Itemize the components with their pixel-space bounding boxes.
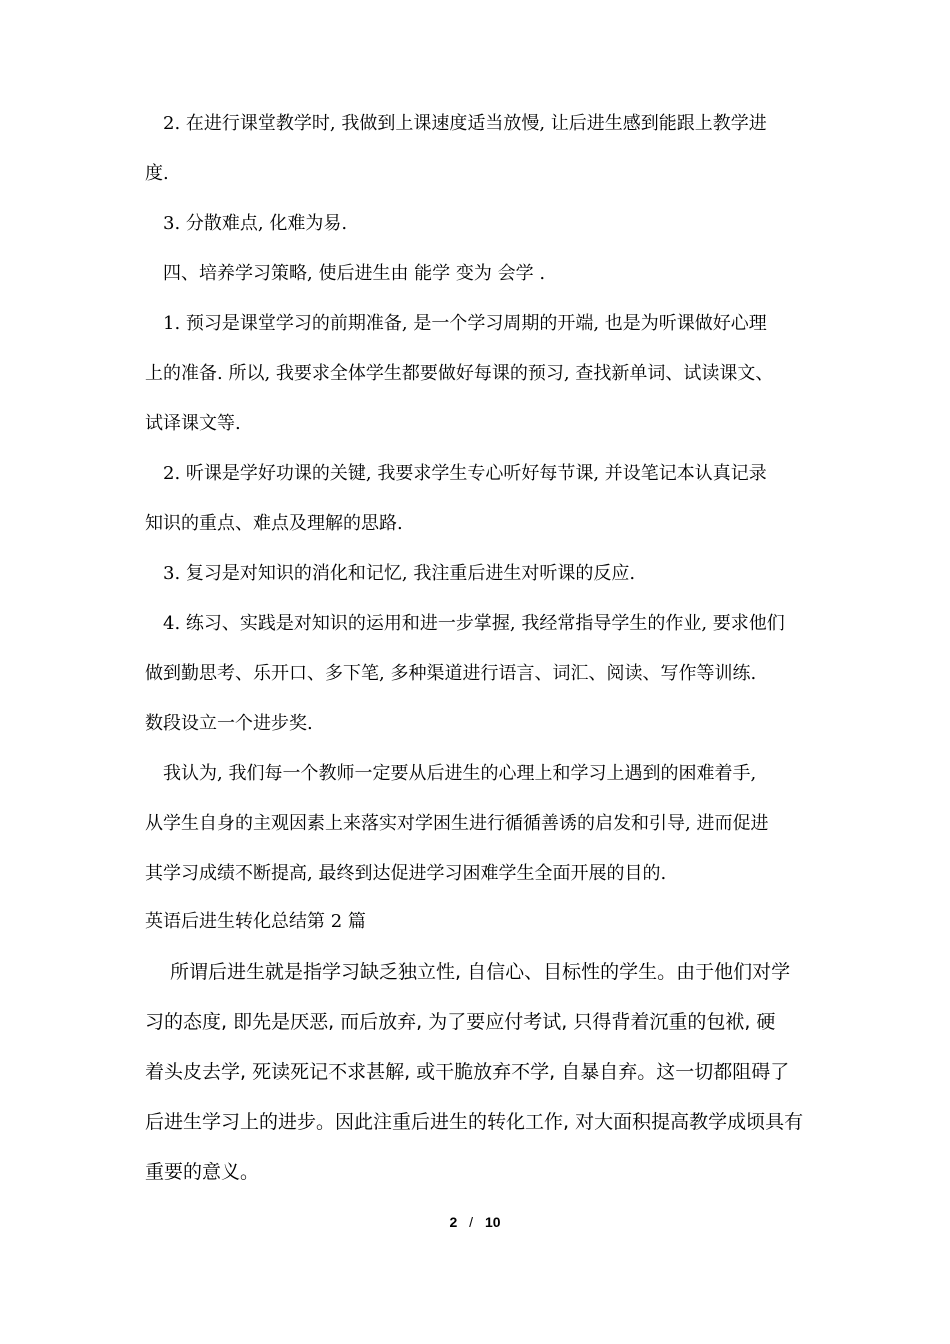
page-number xyxy=(0,1213,950,1231)
paragraph-line: 知识的重点、难点及理解的思路. xyxy=(145,513,403,534)
paragraph-line: 习的态度, 即先是厌恶, 而后放弃, 为了要应付考试, 只得背着沉重的包袱, 硬 xyxy=(145,1011,776,1033)
paragraph-line: 其学习成绩不断提高, 最终到达促进学习困难学生全面开展的目的. xyxy=(145,863,667,884)
paragraph-line: 3. 分散难点, 化难为易. xyxy=(163,213,348,234)
paragraph-line: 2. 听课是学好功课的关键, 我要求学生专心听好每节课, 并设笔记本认真记录 xyxy=(163,463,767,484)
page-separator: / xyxy=(469,1214,474,1230)
paragraph-line: 从学生自身的主观因素上来落实对学困生进行循循善诱的启发和引导, 进而促进 xyxy=(145,813,769,834)
total-pages: 10 xyxy=(484,1214,501,1230)
paragraph-line: 后进生学习上的进步。因此注重后进生的转化工作, 对大面积提高教学成顷具有 xyxy=(145,1111,804,1133)
paragraph-line: 重要的意义。 xyxy=(145,1161,260,1183)
paragraph-line: 试译课文等. xyxy=(145,413,241,434)
paragraph-line: 所谓后进生就是指学习缺乏独立性, 自信心、目标性的学生。由于他们对学 xyxy=(170,961,791,983)
paragraph-line: 度. xyxy=(145,163,169,184)
paragraph-line: 数段设立一个进步奖. xyxy=(145,713,313,734)
paragraph-line: 着头皮去学, 死读死记不求甚解, 或干脆放弃不学, 自暴自弃。这一切都阻碍了 xyxy=(145,1061,790,1083)
paragraph-line: 我认为, 我们每一个教师一定要从后进生的心理上和学习上遇到的困难着手, xyxy=(163,763,757,784)
paragraph-line: 4. 练习、实践是对知识的运用和进一步掌握, 我经常指导学生的作业, 要求他们 xyxy=(163,613,785,634)
current-page: 2 xyxy=(449,1214,458,1230)
paragraph-line: 做到勤思考、乐开口、多下笔, 多种渠道进行语言、词汇、阅读、写作等训练. xyxy=(145,663,757,684)
paragraph-line: 3. 复习是对知识的消化和记忆, 我注重后进生对听课的反应. xyxy=(163,563,636,584)
section-heading: 四、培养学习策略, 使后进生由 能学 变为 会学 . xyxy=(163,263,546,284)
paragraph-line: 上的准备. 所以, 我要求全体学生都要做好每课的预习, 查找新单词、试读课文、 xyxy=(145,363,774,384)
paragraph-line: 1. 预习是课堂学习的前期准备, 是一个学习周期的开端, 也是为听课做好心理 xyxy=(163,313,767,334)
article-title: 英语后进生转化总结第 2 篇 xyxy=(145,911,366,932)
paragraph-line: 2. 在进行课堂教学时, 我做到上课速度适当放慢, 让后进生感到能跟上教学进 xyxy=(163,113,767,134)
